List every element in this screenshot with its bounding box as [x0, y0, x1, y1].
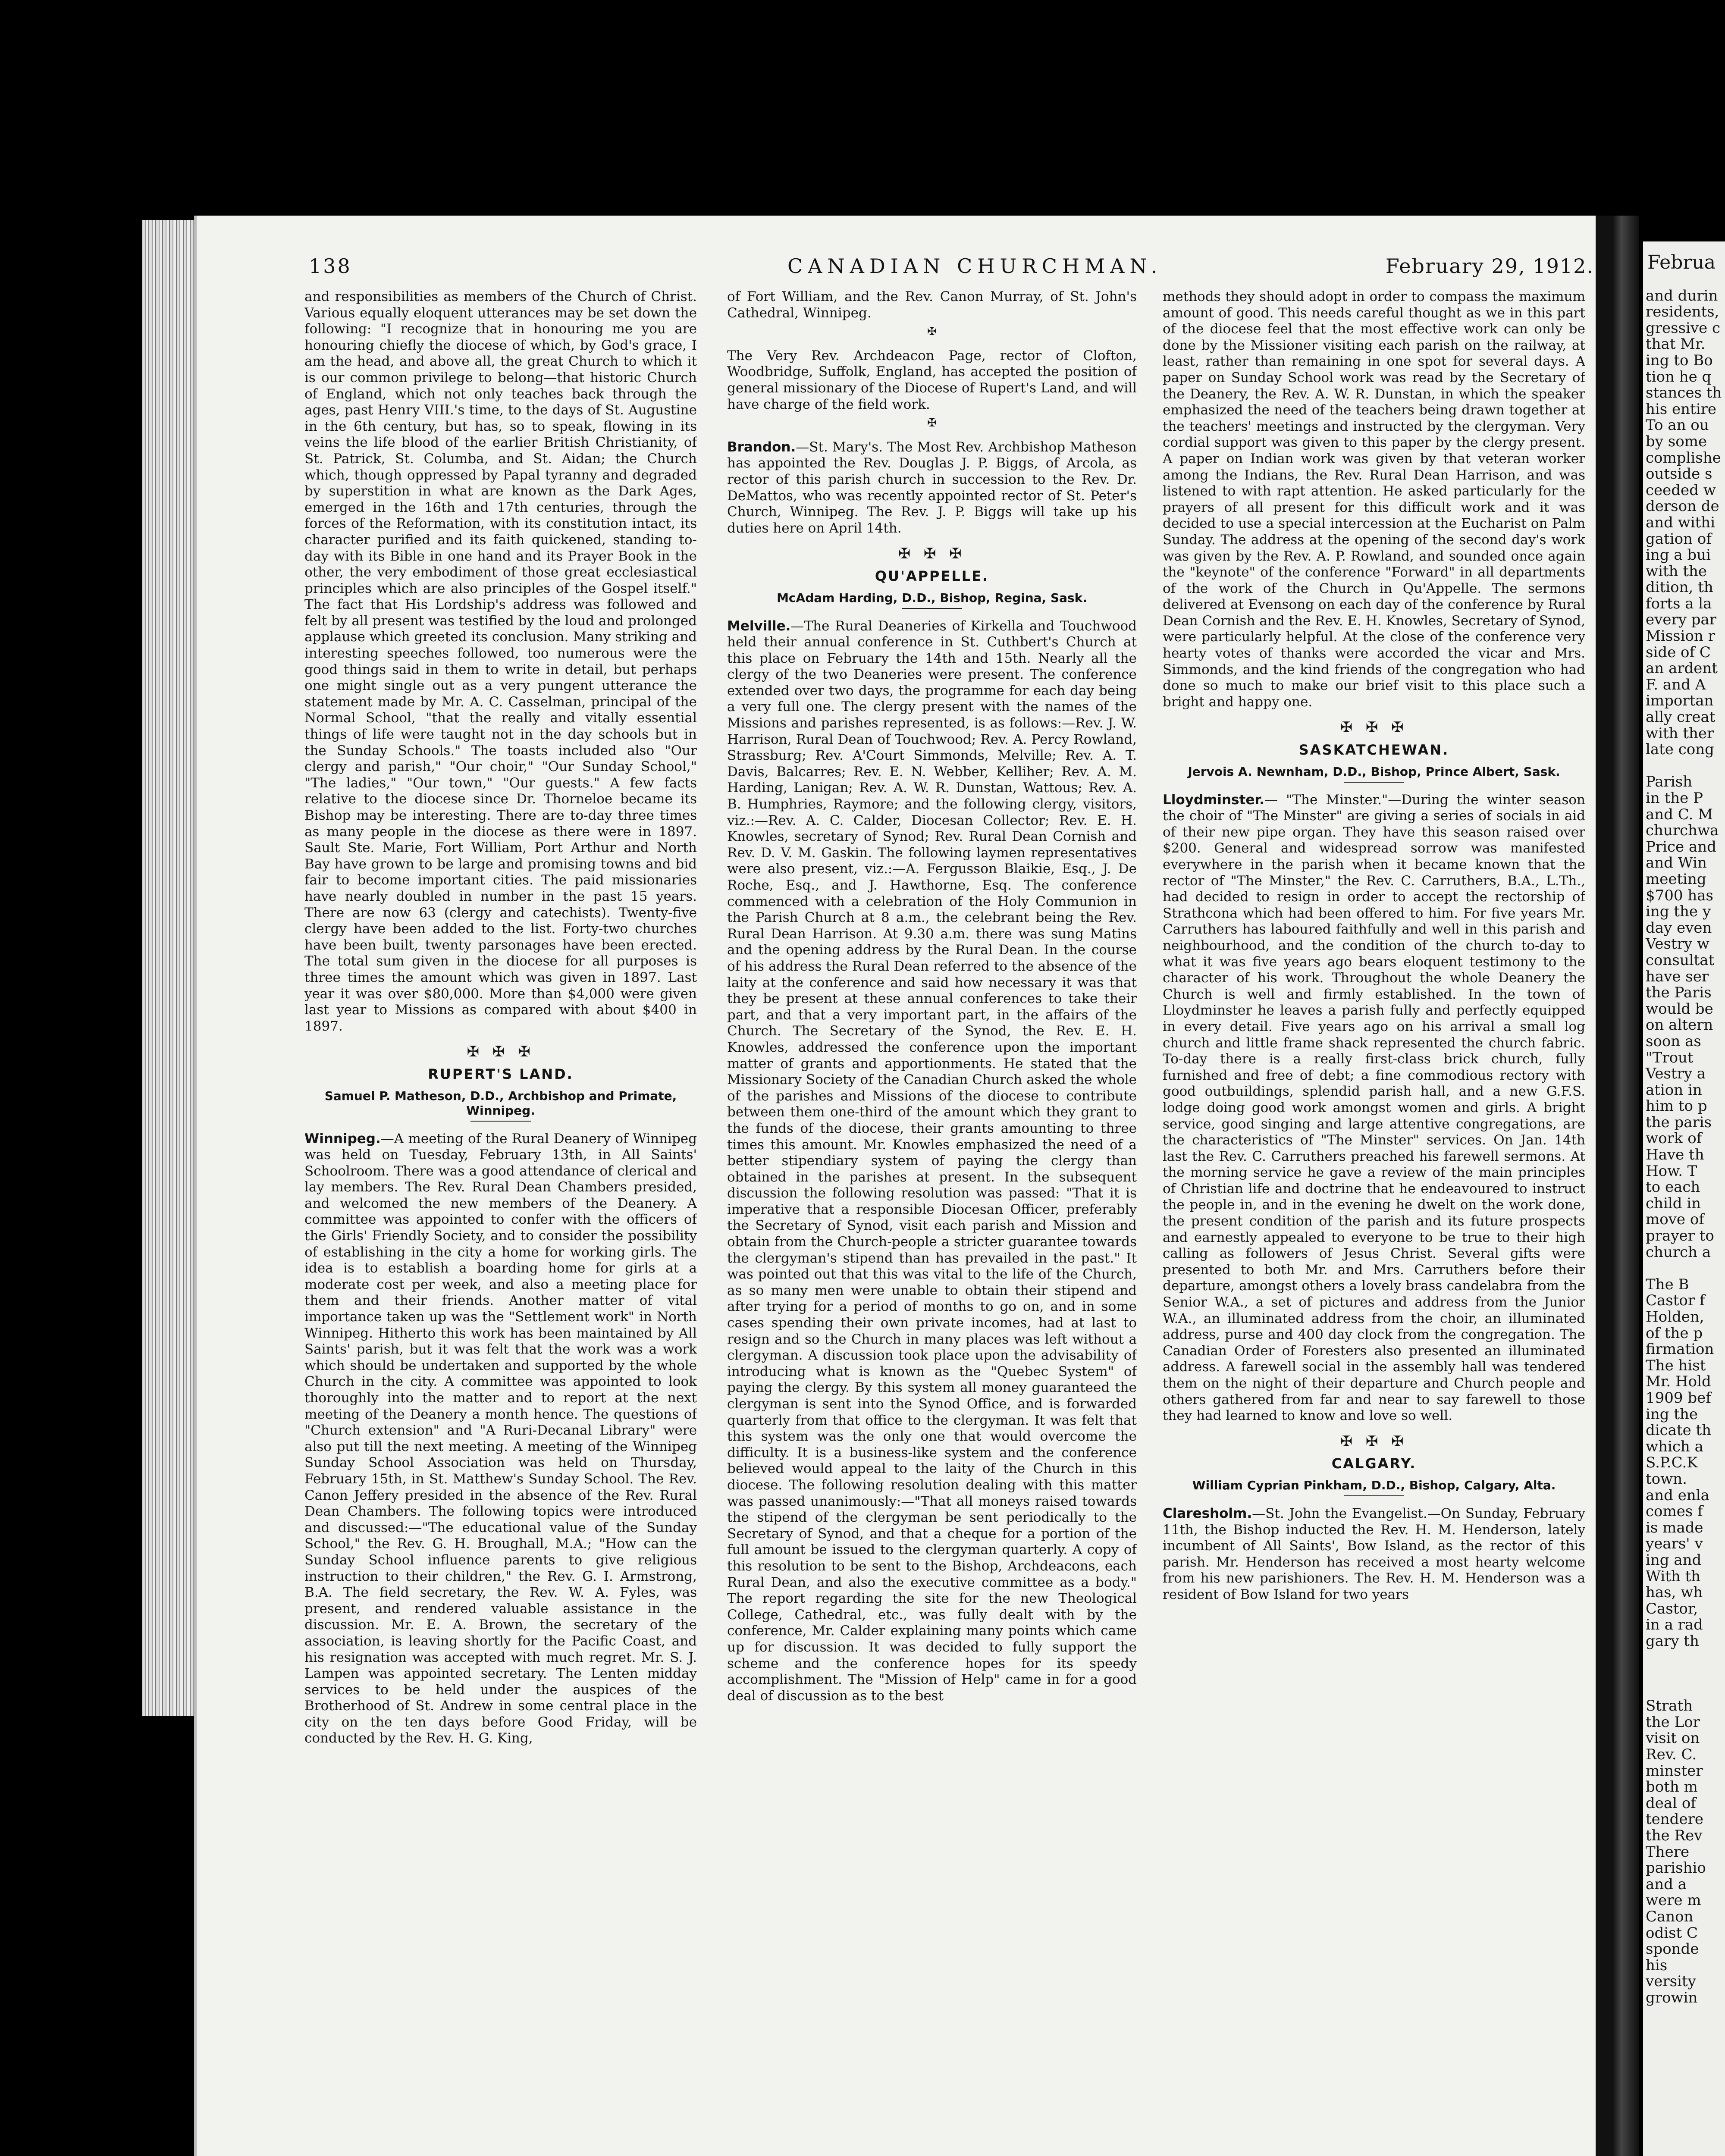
adjacent-page-line: Castor f [1646, 1292, 1705, 1310]
section-divider: ✠ ✠ ✠ [1340, 1432, 1408, 1450]
heading-rule [470, 1121, 531, 1122]
adjacent-page-line: ing to Bo [1646, 351, 1713, 369]
article-paragraph [1163, 1506, 1585, 1603]
adjacent-page-line: Holden, [1646, 1308, 1704, 1326]
adjacent-page-line: and a [1646, 1875, 1687, 1893]
heading-rule [1344, 782, 1404, 783]
bishop-byline: McAdam Harding, D.D., Bishop, Regina, Sask. [777, 590, 1087, 605]
section-heading: QU'APPELLE. [875, 567, 989, 584]
adjacent-page-line: Mr. Hold [1646, 1373, 1711, 1391]
adjacent-page-line: his entire [1646, 400, 1716, 418]
adjacent-page-line: town. [1646, 1470, 1687, 1488]
adjacent-page-line: odist C [1646, 1924, 1698, 1942]
adjacent-page-line: ing the [1646, 1405, 1698, 1423]
adjacent-page-line: How. T [1646, 1162, 1697, 1180]
adjacent-page-line: The hist [1646, 1357, 1706, 1374]
adjacent-page-line: Canon [1646, 1908, 1694, 1925]
adjacent-page-line [1643, 758, 1725, 774]
place-name: Brandon. [727, 439, 796, 455]
adjacent-page-line: side of C [1646, 643, 1711, 661]
section-divider: ✠ ✠ ✠ [467, 1043, 535, 1061]
adjacent-page-line: which a [1646, 1438, 1703, 1455]
adjacent-page-line: Price and [1646, 838, 1716, 856]
adjacent-page-line: ation in [1646, 1081, 1702, 1099]
adjacent-page-line: Vestry w [1646, 935, 1710, 953]
adjacent-page-line: day even [1646, 919, 1712, 937]
small-divider-icon: ✠ [927, 325, 937, 338]
adjacent-page-line: work of [1646, 1130, 1702, 1147]
adjacent-page-line: churchwa [1646, 822, 1719, 840]
adjacent-page-line: dition, th [1646, 579, 1713, 596]
adjacent-page-line: child in [1646, 1194, 1701, 1212]
adjacent-page-line: Rev. C. [1646, 1746, 1697, 1764]
article-paragraph: methods they should adopt in order to compass the maximum amount of good. This needs careful thought as we in this part of the diocese feel that the most effective work can only be done by the Missioner visiting each parish on the railway, at least, rather than remaining in one spot for several days. A paper on Sunday School work was read by the Secretary of the Deanery, the Rev. A. W. R. Dunstan, in which the speaker emphasized the need of the teachers being drawn together at the teachers' meetings and instructed by the clergyman. Very cordial support was given to this paper by the clergy present. A paper on Indian work was given by that veteran worker among the Indians, the Rev. Rural Dean Harrison, and was listened to with rapt attention. He asked particularly for the prayers of all present for this difficult work and it was decided to use a special intercession at the Eucharist on Palm Sunday. The address at the opening of the second day's work was given by the Rev. A. P. Rowland, and sounded once again the "keynote" of the conference "Forward" in all departments of the work of the Church in Qu'Appelle. The sermons delivered at Evensong on each day of the conference by Rural Dean Cornish and the Rev. E. H. Knowles, Secretary of Synod, were particularly helpful. At the close of the conference very hearty votes of thanks were accorded the vicar and Mrs. Simmonds, and the kind friends of the congregation who had done so much to make our brief visit to this place such a bright and happy one. [1163, 289, 1585, 710]
adjacent-page-line: Castor, [1646, 1600, 1698, 1617]
adjacent-page-line: firmation [1646, 1341, 1714, 1358]
adjacent-page-line: comes f [1646, 1503, 1703, 1520]
adjacent-page-lines [1643, 288, 1725, 2006]
adjacent-page-line: gressive c [1646, 319, 1721, 337]
adjacent-page-line: "Trout [1646, 1049, 1694, 1066]
adjacent-page-line: Have th [1646, 1146, 1704, 1164]
page-edge-stack [142, 220, 194, 1716]
bishop-byline: Samuel P. Matheson, D.D., Archbishop and Primate, Winnipeg. [324, 1088, 677, 1118]
adjacent-page-line: gation of [1646, 530, 1712, 548]
adjacent-page-line: tion he q [1646, 368, 1712, 385]
article-paragraph: of Fort William, and the Rev. Canon Murray, of St. John's Cathedral, Winnipeg. [727, 289, 1137, 321]
page-number: 138 [309, 254, 352, 278]
adjacent-page-line: sponde [1646, 1940, 1699, 1958]
article-paragraph: and responsibilities as members of the Church of Christ. Various equally eloquent utterances may be set down the following: "I recognize that in honouring me you are honouring chiefly the diocese of which, by God's grace, I am the head, and above all, the great Church to which it is our common privilege to belong—that historic Church of England, which not only teaches back through the ages, past Henry VIII.'s time, to the days of St. Augustine in the 6th century, but has, so to speak, flowing in its veins the life blood of the earlier British Christianity, of St. Patrick, St. Columba, and St. Aidan; the Church which, though oppressed by Papal tyranny and degraded by superstition in what are known as the Dark Ages, emerged in the 16th and 17th centuries, through the forces of the Reformation, with its constitution intact, its character purified and its faith quickened, standing to-day with its Bible in one hand and its Prayer Book in the other, the very embodiment of those great ecclesiastical principles which are also principles of the Gospel itself." The fact that His Lordship's address was followed and felt by all present was testified by the loud and prolonged applause which greeted its conclusion. Many striking and interesting speeches followed, too numerous were the good things said in them to write in detail, but perhaps one might single out as a very pungent utterance the statement made by Mr. A. C. Casselman, principal of the Normal School, "that the really and vitally essential things of life were taught not in the day schools but in the Sunday Schools." The toasts included also "Our clergy and parish," "Our choir," "Our Sunday School," "The ladies," "Our town," "Our guests." A few facts relative to the diocese since Dr. Thorneloe became its Bishop may be interesting. There are to-day three times as many people in the diocese as there were in 1897. Sault Ste. Marie, Fort William, Port Arthur and North Bay have grown to be large and promising towns and bid fair to become important cities. The paid missionaries have nearly doubled in number in the past 15 years. There are now 63 (clergy and catechists). Twenty-five clergy have been added to the list. Forty-two churches have been built, twenty parsonages have been erected. The total sum given in the diocese for all purposes is three times the amount which was given in 1897. Last year it was over $80,000. More than $4,000 were given last year to Missions as compared with about $400 in 1897. [304, 289, 697, 1034]
adjacent-page-line: F. and A [1646, 676, 1706, 693]
adjacent-page-line: every par [1646, 611, 1717, 629]
adjacent-page-line: ing the y [1646, 903, 1711, 921]
place-name: Melville. [727, 618, 791, 634]
adjacent-page-line: late cong [1646, 741, 1714, 758]
adjacent-page-line: ally creat [1646, 708, 1716, 726]
adjacent-page-line: have ser [1646, 968, 1709, 985]
paragraph-text: —A meeting of the Rural Deanery of Winnipeg was held on Tuesday, February 13th, in All Saints' Schoolroom. There was a good attendance of clerical and lay members. The Rev. Rural Dean Chambers presided, and welcomed the new members of the Deanery. A committee was appointed to confer with the officers of the Girls' Friendly Society, and to consider the possibility of establishing in the city a home for working girls. The idea is to establish a boarding home for girls at a moderate cost per week, and also a meeting place for them and their friends. Another matter of vital importance taken up was the "Settlement work" in North Winnipeg. Hitherto this work has been maintained by All Saints' parish, but it was felt that the work was a work which should be undertaken and supported by the whole Church in the city. A committee was appointed to look thoroughly into the matter and to report at the next meeting of the Deanery a month hence. The questions of "Church extension" and "A Ruri-Decanal Library" were also put till the next meeting. A meeting of the Winnipeg Sunday School Association was held on Thursday, February 15th, in St. Matthew's Sunday School. The Rev. Canon Jeffery presided in the absence of the Rev. Rural Dean Chambers. The following topics were introduced and discussed:—"The educational value of the Sunday School," the Rev. G. H. Broughall, M.A.; "How can the Sunday School influence parents to give religious instruction to their children," the Rev. G. I. Armstrong, B.A. The field secretary, the Rev. W. A. Fyles, was present, and rendered valuable assistance in the discussion. Mr. E. A. Brown, the secretary of the association, is leaving shortly for the Pacific Coast, and his resignation was accepted with much regret. Mr. S. J. Lampen was appointed secretary. The Lenten midday services to be held under the auspices of the Brotherhood of St. Andrew in some central place in the city on the ten days before Good Friday, will be conducted by the Rev. H. G. King, [304, 1131, 697, 1746]
adjacent-page-line: growin [1646, 1989, 1698, 2006]
adjacent-page-line: consultat [1646, 951, 1715, 969]
adjacent-page-line: and durin [1646, 287, 1718, 304]
adjacent-page-line: the Paris [1646, 984, 1712, 1002]
adjacent-page-line: $700 has [1646, 887, 1713, 904]
adjacent-page-line: both m [1646, 1778, 1698, 1796]
article-paragraph [727, 439, 1137, 537]
adjacent-page-line: the paris [1646, 1113, 1712, 1131]
heading-rule [1344, 1495, 1404, 1496]
adjacent-page-line [1643, 1682, 1725, 1698]
adjacent-page-line: meeting [1646, 870, 1706, 888]
adjacent-page-line: soon as [1646, 1032, 1701, 1050]
adjacent-page-line: in a rad [1646, 1616, 1703, 1634]
adjacent-page-line: minster [1646, 1762, 1703, 1780]
adjacent-page-line: dicate th [1646, 1422, 1712, 1439]
column-3 [1163, 289, 1585, 2156]
adjacent-page-line [1643, 1260, 1725, 1277]
adjacent-page-line: outside s [1646, 465, 1712, 483]
adjacent-page-line: Strath [1646, 1697, 1693, 1715]
adjacent-page-line: years' v [1646, 1535, 1703, 1553]
adjacent-page-line: importan [1646, 692, 1714, 710]
paragraph-text: —St. John the Evangelist.—On Sunday, February 11th, the Bishop inducted the Rev. H. M. Henderson, lately incumbent of All Saints', Bow Island, as the rector of this parish. Mr. Henderson has received a most hearty welcome from his new parishioners. The Rev. H. M. Henderson was a resident of Bow Island for two years [1163, 1505, 1585, 1602]
adjacent-page-line: deal of [1646, 1794, 1696, 1812]
adjacent-page-line: residents, [1646, 303, 1719, 321]
section-heading: SASKATCHEWAN. [1298, 742, 1449, 758]
paragraph-text: —The Rural Deaneries of Kirkella and Touchwood held their annual conference in St. Cuthbert's Church at this place on February the 14th and 15th. Nearly all the clergy of the two Deaneries were present. The conference extended over two days, the programme for each day being a very full one. The clergy present with the names of the Missions and parishes represented, is as follows:—Rev. J. W. Harrison, Rural Dean of Touchwood; Rev. A. Percy Rowland, Strassburg; Rev. A'Court Simmonds, Melville; Rev. A. T. Davis, Balcarres; Rev. E. N. Webber, Kelliher; Rev. A. M. Harding, Lanigan; Rev. A. W. R. Dunstan, Wattous; Rev. A. B. Humphries, Raymore; and the following clergy, visitors, viz.:—Rev. A. C. Calder, Diocesan Collector; Rev. E. H. Knowles, secretary of Synod; Rev. Rural Dean Cornish and Rev. D. V. M. Gaskin. The following laymen representatives were also present, viz.:—A. Fergusson Blaikie, Esq., J. De Roche, Esq., and J. Hawthorne, Esq. The conference commenced with a celebration of the Holy Communion in the Parish Church at 8 a.m., the celebrant being the Rev. Rural Dean Harrison. At 9.30 a.m. there was sung Matins and the opening address by the Rural Dean. In the course of his address the Rural Dean referred to the absence of the laity at the conference and said how necessary it was that they be present at these annual conferences to take their part, and that a very important part, in the affairs of the Church. The Secretary of the Synod, the Rev. E. H. Knowles, addressed the conference upon the important matter of grants and apportionments. He stated that the Missionary Society of the Canadian Church asked the whole of the parishes and Missions of the diocese to contribute between them one-third of the amount which they grant to the funds of the diocese, their grants amounting to three times this amount. Mr. Knowles emphasized the need of a better stipendiary system of paying the clergy than obtained in the parishes at present. In the subsequent discussion the following resolution was passed: "That it is imperative that a responsible Diocesan Officer, preferably the Secretary of Synod, visit each parish and Mission and obtain from the Church-people a stricter guarantee towards the clergyman's stipend than has prevailed in the past." It was pointed out that this was vital to the life of the Church, as so many men were unable to obtain their stipend and after trying for a period of months to go on, and in some cases spending their own private incomes, had at last to resign and so the Church in many places was left without a clergyman. A discussion took place upon the advisability of introducing what is known as the "Quebec System" of paying the clergy. By this system all money guaranteed the clergyman is sent into the Synod Office, and is forwarded quarterly from that office to the clergyman. It was felt that this system was the only one that would overcome the difficulty. It is a business-like system and the conference believed would appeal to the laity of the Church in this diocese. The following resolution dealing with this matter was passed unanimously:—"That all moneys raised towards the stipend of the clergyman be sent periodically to the Secretary of Synod, and that a cheque for a portion of the full amount be issued to the clergyman quarterly. A copy of this resolution to be sent to the Bishop, Archdeacons, each Rural Dean, and also the executive committee as a body." The report regarding the site for the new Theological College, Cathedral, etc., was fully dealt with by the conference, Mr. Calder explaining many points which came up for discussion. It was decided to fully support the scheme and the conference hopes for its speedy accomplishment. The "Mission of Help" came in for a good deal of discussion as to the best [727, 618, 1137, 1704]
adjacent-page-line: With th [1646, 1567, 1701, 1585]
bishop-byline: Jervois A. Newnham, D.D., Bishop, Prince Albert, Sask. [1188, 764, 1560, 779]
adjacent-page-line: to each [1646, 1178, 1700, 1196]
adjacent-page-line: S.P.C.K [1646, 1454, 1698, 1472]
adjacent-page-line: is made [1646, 1519, 1703, 1536]
adjacent-page-line [1643, 1666, 1725, 1682]
adjacent-page-line: the Rev [1646, 1827, 1703, 1844]
adjacent-page-line: were m [1646, 1892, 1701, 1909]
adjacent-page-line: Mission r [1646, 627, 1715, 645]
newspaper-page [194, 216, 1611, 2156]
adjacent-page-line: church a [1646, 1243, 1711, 1261]
adjacent-page-line: There [1646, 1843, 1690, 1861]
place-name: Lloydminster. [1163, 792, 1265, 808]
heading-rule [902, 608, 962, 609]
paragraph-text: — "The Minster."—During the winter season the choir of "The Minster" are giving a series of socials in aid of their new pipe organ. They have this season raised over $200. General and widespread sorrow was manifested everywhere in the parish when it became known that the rector of "The Minster," the Rev. C. Carruthers, B.A., L.Th., had decided to resign in order to accept the rectorship of Strathcona which had been offered to him. For five years Mr. Carruthers has laboured faithfully and well in this parish and neighbourhood, and the condition of the church to-day to what it was five years ago bears eloquent testimony to the character of his work. Throughout the whole Deanery the Church is well and firmly established. In the town of Lloydminster he leaves a parish fully and perfectly equipped in every detail. Five years ago on his arrival a small log church and little frame shack represented the church fabric. To-day there is a really first-class brick church, fully furnished and free of debt; a fine commodious rectory with good outbuildings, splendid parish hall, and a new G.F.S. lodge doing good work amongst women and girls. A bright service, good singing and large attentive congregations, are the characteristics of "The Minster" services. On Jan. 14th last the Rev. C. Carruthers preached his farewell sermons. At the morning service he gave a review of the main principles of Christian life and doctrine that he endeavoured to instruct the people in, and in the evening he dwelt on the work done, the present condition of the parish and its future prospects and earnestly appealed to everyone to be true to their high calling as followers of Jesus Christ. Several gifts were presented to both Mr. and Mrs. Carruthers before their departure, amongst others a lovely brass candelabra from the Senior W.A., a set of pictures and address from the Junior W.A., an illuminated address from the choir, an illuminated address, purse and 400 day clock from the congregation. The Canadian Order of Foresters also presented an illuminated address. A farewell social in the assembly hall was tendered them on the night of their departure and Church people and others gathered from far and near to say farewell to those they had learned to know and love so well. [1163, 792, 1585, 1424]
binding-gutter [1596, 216, 1639, 2156]
issue-date: February 29, 1912. [1385, 254, 1594, 278]
place-name: Winnipeg. [304, 1131, 381, 1147]
adjacent-page-line: on altern [1646, 1016, 1713, 1034]
adjacent-page-line: ing and [1646, 1551, 1702, 1569]
page-header [309, 254, 1594, 285]
adjacent-page-line: of the p [1646, 1324, 1703, 1342]
adjacent-page-line: tendere [1646, 1811, 1703, 1828]
adjacent-page-line: that Mr. [1646, 335, 1706, 353]
adjacent-page-line: 1909 bef [1646, 1389, 1711, 1407]
adjacent-page-line: Vestry a [1646, 1065, 1706, 1083]
bishop-byline: William Cyprian Pinkham, D.D., Bishop, Calgary, Alta. [1192, 1478, 1556, 1492]
adjacent-page-line: stances th [1646, 384, 1722, 402]
adjacent-page-line: has, wh [1646, 1584, 1703, 1601]
adjacent-page-line: and withi [1646, 514, 1716, 531]
adjacent-page-line: complishe [1646, 449, 1721, 467]
adjacent-page-line: ceeded w [1646, 481, 1716, 499]
section-heading: CALGARY. [1331, 1455, 1417, 1472]
adjacent-page-line: versity [1646, 1973, 1696, 1990]
adjacent-page-line [1643, 1649, 1725, 1666]
adjacent-page-line: by some [1646, 432, 1707, 450]
article-paragraph [304, 1131, 697, 1747]
adjacent-page-line: visit on [1646, 1730, 1700, 1747]
masthead-title: CANADIAN CHURCHMAN. [787, 254, 1163, 278]
article-paragraph [727, 618, 1137, 1705]
adjacent-page-line: Parish [1646, 773, 1693, 791]
adjacent-page-line: the Lor [1646, 1713, 1700, 1731]
place-name: Claresholm. [1163, 1505, 1252, 1521]
adjacent-page-line: The B [1646, 1275, 1689, 1293]
adjacent-page-line: gary th [1646, 1632, 1699, 1650]
section-divider: ✠ ✠ ✠ [898, 545, 966, 563]
adjacent-page-line: move of [1646, 1211, 1704, 1228]
adjacent-page-line: derson de [1646, 498, 1719, 515]
adjacent-page-line: parishio [1646, 1859, 1706, 1877]
adjacent-page-line: and Win [1646, 854, 1707, 872]
section-heading: RUPERT'S LAND. [428, 1065, 574, 1082]
adjacent-page-line: forts a la [1646, 595, 1712, 612]
column-1 [304, 289, 697, 2156]
column-2 [727, 289, 1137, 2156]
small-divider-icon: ✠ [927, 417, 937, 430]
article-paragraph [1163, 792, 1585, 1424]
article-paragraph: The Very Rev. Archdeacon Page, rector of Clofton, Woodbridge, Suffolk, England, has accepted the position of general missionary of the Diocese of Rupert's Land, and will have charge of the field work. [727, 348, 1137, 412]
adjacent-page-line: with the [1646, 562, 1707, 580]
adjacent-page-line: an ardent [1646, 660, 1718, 677]
adjacent-page-line: and enla [1646, 1486, 1709, 1504]
adjacent-page-fragment [1643, 241, 1725, 2156]
adjacent-page-line: and C. M [1646, 805, 1713, 823]
adjacent-page-line: in the P [1646, 790, 1703, 807]
adjacent-page-line: prayer to [1646, 1227, 1714, 1245]
adjacent-page-line: his [1646, 1956, 1668, 1974]
adjacent-page-line: with ther [1646, 724, 1714, 742]
adjacent-page-header: Februa [1647, 251, 1716, 273]
section-divider: ✠ ✠ ✠ [1340, 719, 1408, 736]
paragraph-text: —St. Mary's. The Most Rev. Archbishop Matheson has appointed the Rev. Douglas J. P. Biggs, of Arcola, as rector of this parish church in succession to the Rev. Dr. DeMattos, who was recently appointed rector of St. Peter's Church, Winnipeg. The Rev. J. P. Biggs will take up his duties here on April 14th. [727, 439, 1137, 536]
adjacent-page-line: To an ou [1646, 417, 1709, 434]
adjacent-page-line: him to p [1646, 1097, 1707, 1115]
adjacent-page-line: ing a bui [1646, 546, 1711, 564]
adjacent-page-line: would be [1646, 1000, 1713, 1018]
